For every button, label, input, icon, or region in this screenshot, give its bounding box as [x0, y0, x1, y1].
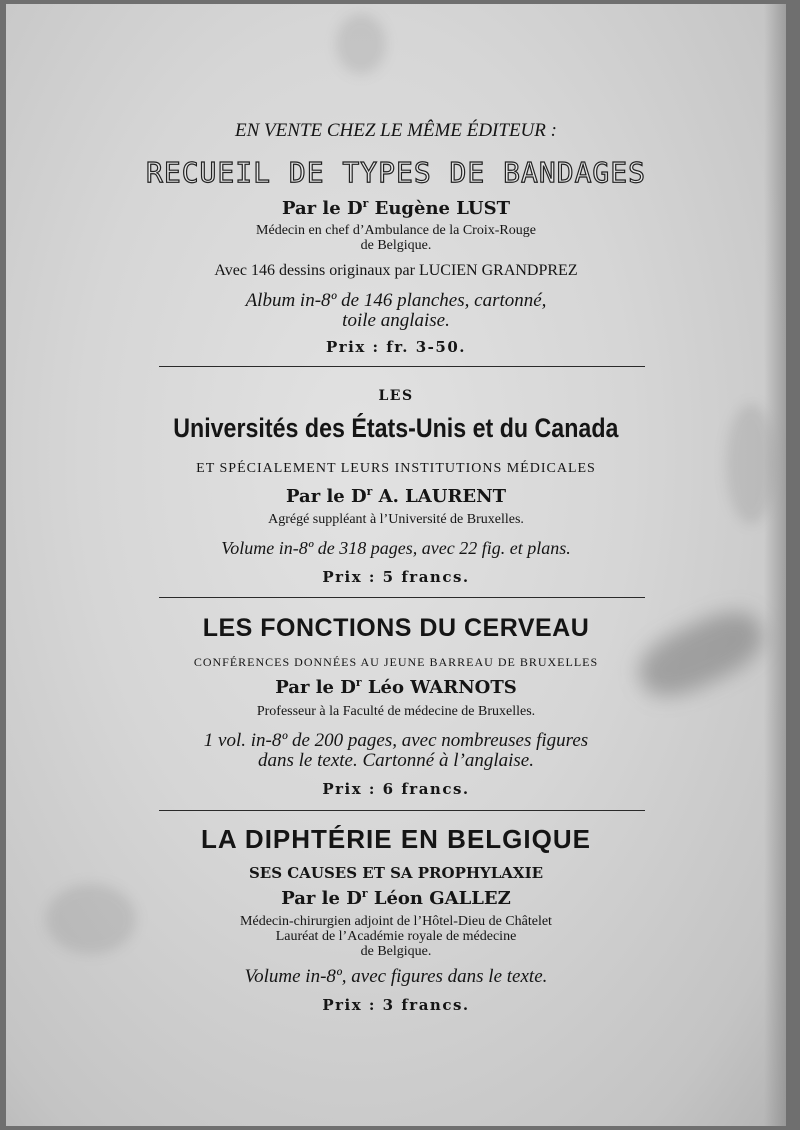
- book-3-author: [6, 677, 786, 698]
- book-3-author-prefix: Par le D: [275, 677, 356, 698]
- book-1-author: [6, 198, 786, 219]
- book-4-credential: de Belgique.: [360, 944, 432, 959]
- book-4-author-sup: r: [361, 887, 368, 900]
- book-3-format: dans le texte. Cartonné à l’anglaise.: [258, 750, 534, 771]
- book-2-author-sup: r: [366, 485, 373, 498]
- book-4-title: LA DIPHTÉRIE EN BELGIQUE: [201, 824, 591, 854]
- publisher-header: EN VENTE CHEZ LE MÊME ÉDITEUR :: [235, 120, 557, 141]
- book-1-format: Album in-8º de 146 planches, cartonné,: [245, 290, 547, 311]
- book-2-subtitle: ET SPÉCIALEMENT LEURS INSTITUTIONS MÉDICALES: [196, 461, 596, 476]
- book-4-author: [6, 888, 786, 909]
- book-3-subtitle: CONFÉRENCES DONNÉES AU JEUNE BARREAU DE BRUXELLES: [193, 655, 599, 669]
- book-2-credential: Agrégé suppléant à l’Université de Bruxelles.: [268, 512, 524, 527]
- book-4-author-name: Léon GALLEZ: [373, 888, 511, 909]
- book-4-credential: Médecin-chirurgien adjoint de l’Hôtel-Dieu de Châtelet: [240, 914, 552, 929]
- book-2-title-wrap: [6, 413, 786, 444]
- book-4-credential: Lauréat de l’Académie royale de médecine: [275, 929, 517, 944]
- book-3-format: 1 vol. in-8º de 200 pages, avec nombreuses figures: [203, 730, 589, 751]
- book-1-credential: Médecin en chef d’Ambulance de la Croix-Rouge: [256, 223, 536, 238]
- book-1-credential: de Belgique.: [360, 238, 432, 253]
- book-1-author-prefix: Par le D: [281, 198, 363, 219]
- section-divider: [159, 810, 645, 811]
- book-1-author-sup: r: [362, 197, 369, 210]
- section-divider: [159, 597, 645, 598]
- book-2-format: Volume in-8º de 318 pages, avec 22 fig. et plans.: [221, 538, 571, 558]
- book-1-price: Prix : fr. 3-50.: [326, 338, 466, 356]
- book-2-author-prefix: Par le D: [286, 486, 367, 507]
- book-3-author-name: Léo WARNOTS: [367, 677, 517, 698]
- book-3-credential: Professeur à la Faculté de médecine de Bruxelles.: [256, 704, 536, 719]
- book-3-author-sup: r: [355, 676, 362, 689]
- catalog-page: [6, 4, 786, 1126]
- book-2-pretitle: LES: [378, 388, 414, 404]
- book-4-author-prefix: Par le D: [281, 888, 362, 909]
- book-4-format: Volume in-8º, avec figures dans le texte.: [244, 966, 548, 987]
- book-4-subtitle: SES CAUSES ET SA PROPHYLAXIE: [248, 864, 544, 882]
- book-1-illustrations: Avec 146 dessins originaux par LUCIEN GRANDPREZ: [214, 262, 578, 279]
- book-1-format: toile anglaise.: [342, 310, 450, 331]
- book-1-author-name: Eugène LUST: [374, 198, 511, 219]
- paper-stain: [336, 14, 386, 74]
- book-2-title: Universités des États-Unis et du Canada: [173, 413, 619, 443]
- book-4-price: Prix : 3 francs.: [322, 996, 470, 1014]
- book-2-author: [6, 486, 786, 507]
- book-2-author-name: A. LAURENT: [378, 486, 506, 507]
- book-3-title: LES FONCTIONS DU CERVEAU: [202, 614, 590, 642]
- section-divider: [159, 366, 645, 367]
- book-1-title: RECUEIL DE TYPES DE BANDAGES: [145, 156, 646, 189]
- book-3-price: Prix : 6 francs.: [322, 780, 470, 798]
- book-2-price: Prix : 5 francs.: [322, 568, 470, 586]
